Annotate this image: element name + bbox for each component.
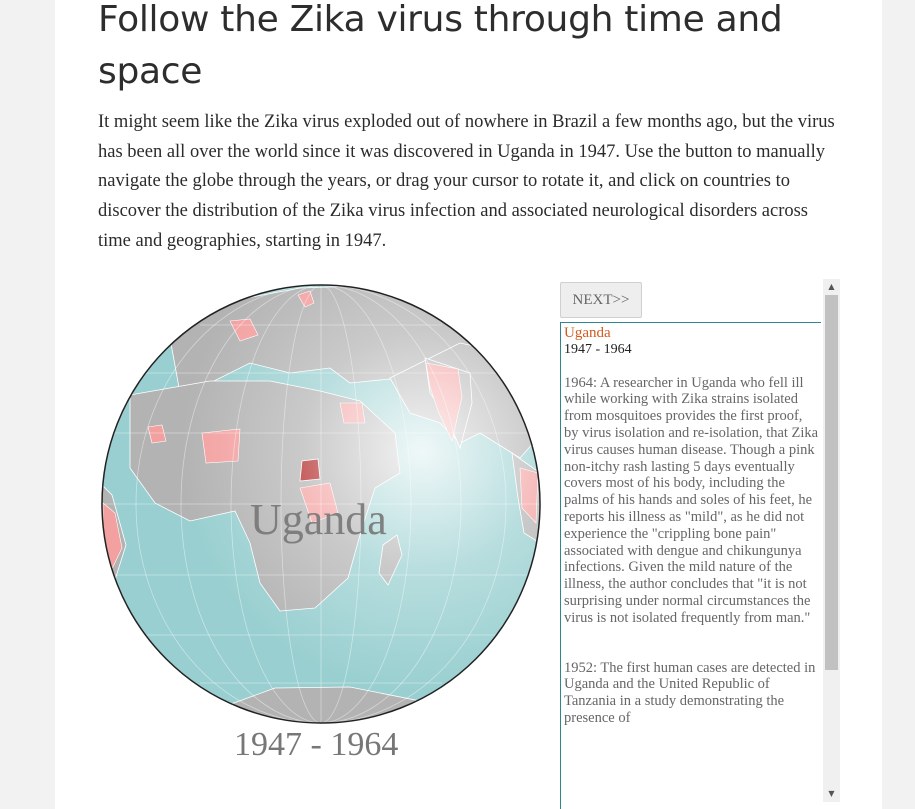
info-country: Uganda [564,325,611,341]
info-scrollbar[interactable] [823,279,840,802]
scrollbar-thumb[interactable] [825,295,838,670]
info-entry: 1952: The first human cases are detected in Uganda and the United Republic of Tanzania in a study demonstrating the presence of [564,659,816,726]
next-button[interactable]: NEXT>> [560,282,642,318]
year-range-label: 1947 - 1964 [234,726,399,763]
edge-accent [882,0,915,809]
intro-paragraph: It might seem like the Zika virus exploded out of nowhere in Brazil a few months ago, but the virus has been all over the world since it was discovered in Uganda in 1947. Use the button to manually navigate the globe through the years, or drag your cursor to rotate it, and click on countries to discover the distribution of the Zika virus infection and associated neurological disorders across time and geographies, starting in 1947. [98,112,835,251]
scroll-up-arrow-icon[interactable]: ▲ [828,282,835,291]
info-panel[interactable] [564,325,820,809]
info-range: 1947 - 1964 [564,341,632,357]
scroll-down-arrow-icon[interactable]: ▼ [828,789,835,798]
info-entry: 1964: A researcher in Uganda who fell ill while working with Zika strains isolated from mosquitoes provides the first proof, by virus isolation and re-isolation, that Zika virus causes human disease. Though a pink non-itchy rash lasting 5 days eventually covers most of his body, including the palms of his hands and soles of his feet, he reports his illness as "mild", as he did not experience the "crippling bone pain" associated with dengue and chikungunya infections. Given the mild nature of the illness, the author concludes that "it is not surprising under normal circumstances the virus is not isolated frequently from man." [564,374,819,626]
globe-country-label: Uganda [250,495,387,544]
info-panel-top-border [560,322,821,323]
page-title: Follow the Zika virus through time and space [98,0,783,92]
info-panel-left-border [560,322,561,809]
